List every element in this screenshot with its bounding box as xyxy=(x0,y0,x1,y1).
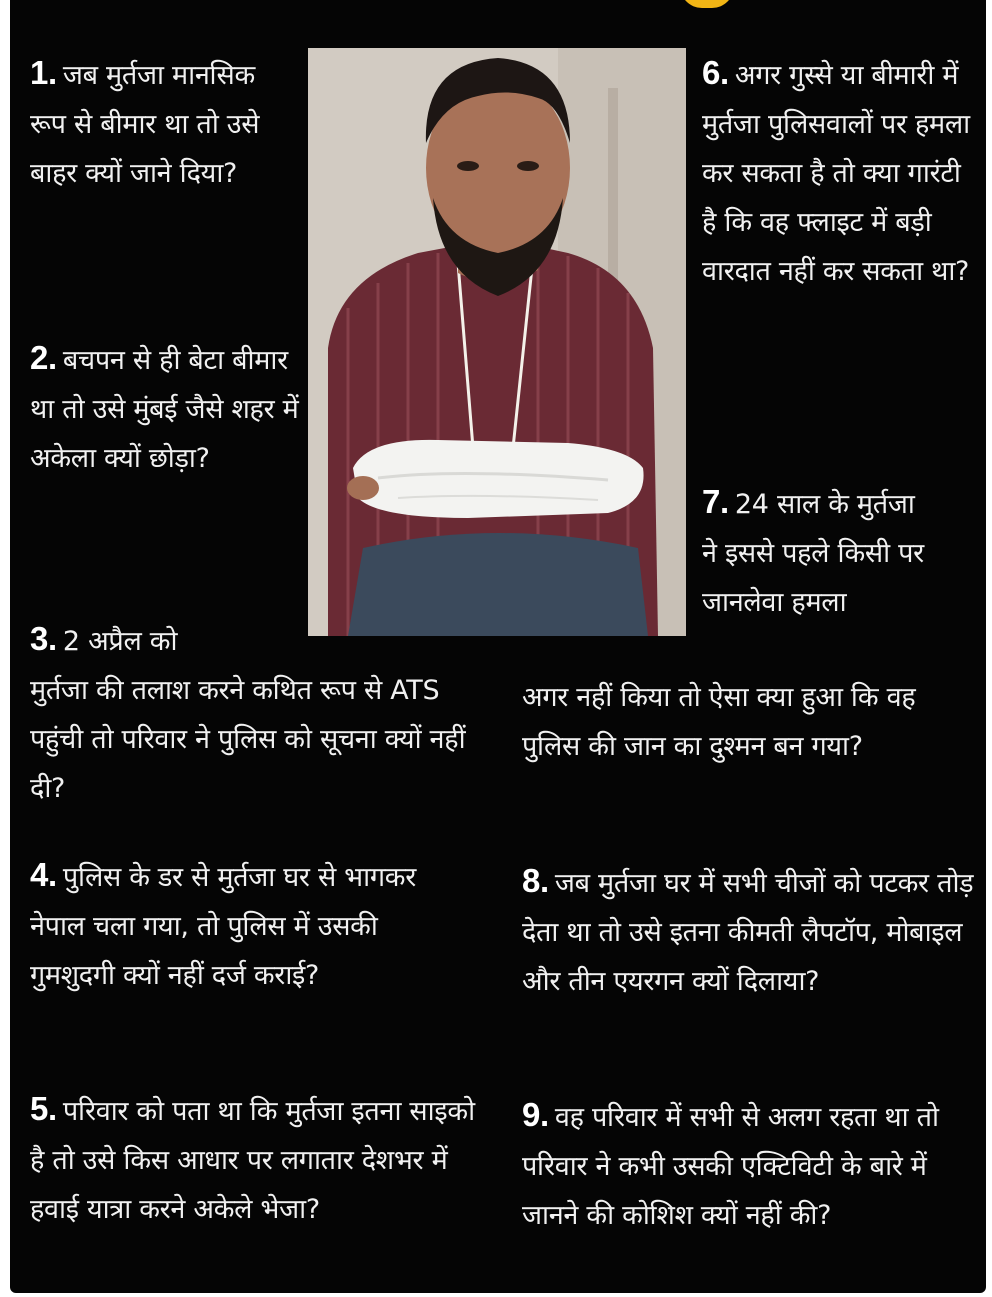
question-5 xyxy=(30,1084,480,1234)
question-text: जब मुर्तजा घर में सभी चीजों को पटकर तोड़ देता था तो उसे इतना कीमती लैपटॉप, मोबाइल और तीन एयरगन क्यों दिलाया? xyxy=(522,868,974,997)
photo-of-man-with-bandaged-arm xyxy=(308,48,686,636)
question-9 xyxy=(522,1090,977,1240)
question-text: वह परिवार में सभी से अलग रहता था तो परिवार ने कभी उसकी एक्टिविटी के बारे में जानने की कोशिश क्यों नहीं की? xyxy=(522,1102,939,1231)
question-number: 4. xyxy=(30,856,57,893)
question-number: 5. xyxy=(30,1090,57,1127)
question-text: अगर गुस्से या बीमारी में मुर्तजा पुलिसवालों पर हमला कर सकता है तो क्या गारंटी है कि वह फ्लाइट में बड़ी वारदात नहीं कर सकता था? xyxy=(702,60,970,287)
question-text: अगर नहीं किया तो ऐसा क्या हुआ कि वह पुलिस की जान का दुश्मन बन गया? xyxy=(522,682,916,762)
question-number: 6. xyxy=(702,54,729,91)
question-number: 8. xyxy=(522,862,549,899)
question-8 xyxy=(522,856,977,1006)
question-text: पुलिस के डर से मुर्तजा घर से भागकर नेपाल चला गया, तो पुलिस में उसकी गुमशुदगी क्यों नहीं दर्ज कराई? xyxy=(30,862,416,991)
question-4 xyxy=(30,850,470,1000)
question-text-lead: 2 अप्रैल को xyxy=(62,626,178,657)
question-7-continued xyxy=(522,673,977,771)
question-number: 1. xyxy=(30,54,57,91)
question-number: 7. xyxy=(702,483,729,520)
question-text: परिवार को पता था कि मुर्तजा इतना साइको है तो उसे किस आधार पर लगातार देशभर में हवाई यात्रा करने अकेले भेजा? xyxy=(30,1096,475,1225)
question-text-lead: 24 साल के मुर्तजा ने इससे पहले किसी पर जानलेवा हमला xyxy=(702,489,924,618)
question-text: जब मुर्तजा मानसिक रूप से बीमार था तो उसे बाहर क्यों जाने दिया? xyxy=(30,60,260,189)
question-number: 3. xyxy=(30,620,57,657)
infographic-panel xyxy=(10,0,986,1293)
yellow-accent-shape xyxy=(680,0,734,8)
question-number: 9. xyxy=(522,1096,549,1133)
question-2 xyxy=(30,333,305,483)
question-text: मुर्तजा की तलाश करने कथित रूप से ATS पहुंची तो परिवार ने पुलिस को सूचना क्यों नहीं दी? xyxy=(30,675,466,804)
question-text: बचपन से ही बेटा बीमार था तो उसे मुंबई जैसे शहर में अकेला क्यों छोड़ा? xyxy=(30,345,299,474)
question-3 xyxy=(30,614,470,813)
question-number: 2. xyxy=(30,339,57,376)
question-1 xyxy=(30,48,295,198)
question-7 xyxy=(702,477,932,627)
question-6 xyxy=(702,48,977,296)
